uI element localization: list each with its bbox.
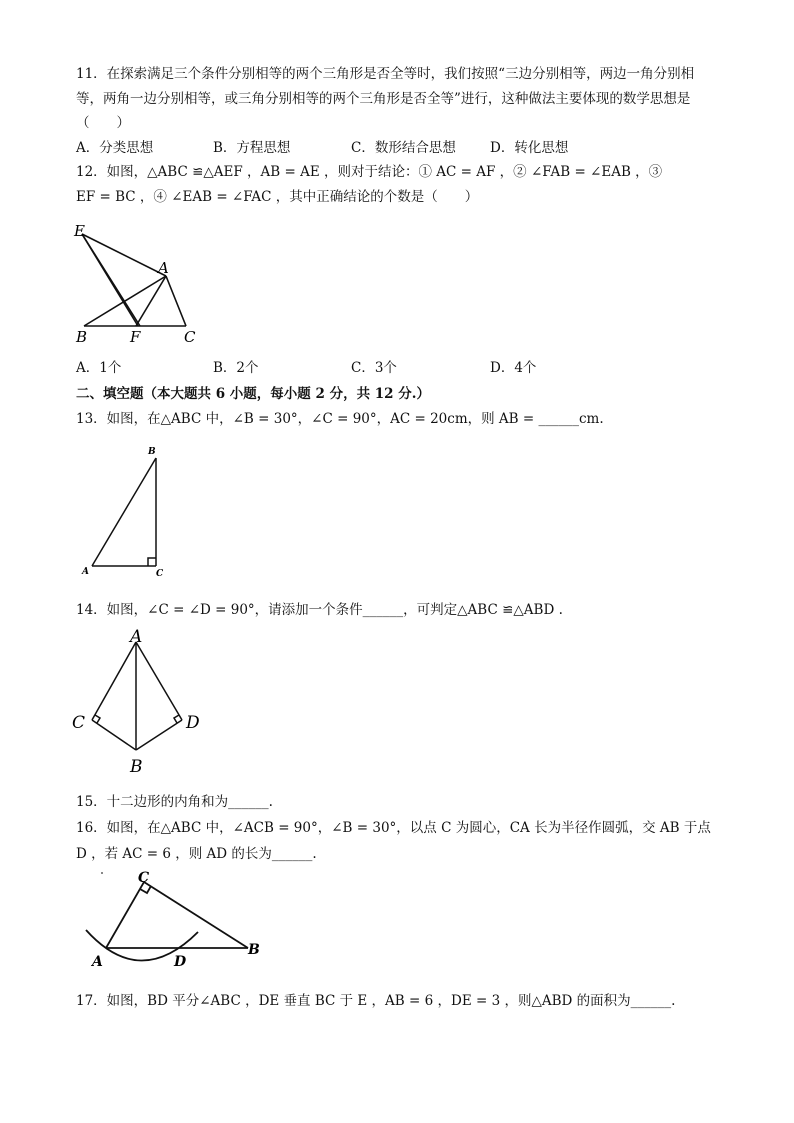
q12-option-b: B．2个 — [213, 360, 259, 376]
q13-label-b: B — [148, 447, 156, 457]
q12-label-c: C — [184, 328, 196, 346]
q14-text: 14．如图，∠C = ∠D = 90°，请添加一个条件______，可判定△ABC ≌△ABD . — [76, 602, 563, 618]
q12-line2: EF = BC ，④ ∠EAB = ∠FAC ，其中正确结论的个数是（ ） — [76, 189, 479, 205]
q11-option-d: D．转化思想 — [490, 140, 569, 156]
q17-text: 17．如图，BD 平分∠ABC ，DE 垂直 BC 于 E ，AB = 6 ，DE = 3 ，则△ABD 的面积为______. — [76, 993, 676, 1009]
q11-line3: （ ） — [76, 115, 130, 131]
q16-label-d: D — [174, 954, 187, 970]
q12-label-a: A — [158, 259, 169, 277]
q12-option-a: A．1个 — [76, 360, 122, 376]
q13-figure — [80, 444, 170, 584]
q13-label-c: C — [156, 569, 164, 579]
q16-label-b: B — [248, 942, 260, 958]
q11-option-c: C．数形结合思想 — [351, 140, 456, 156]
q16-label-a: A — [92, 954, 103, 970]
section2-title: 二、填空题（本大题共 6 小题，每小题 2 分，共 12 分.） — [76, 386, 430, 402]
q16-line2: D ，若 AC = 6 ，则 AD 的长为______. — [76, 846, 317, 862]
q14-label-c: C — [72, 713, 86, 733]
q16-label-c: C — [138, 870, 150, 886]
q16-figure — [80, 868, 270, 978]
q15-text: 15．十二边形的内角和为______. — [76, 794, 273, 810]
q14-label-b: B — [130, 757, 143, 777]
q13-text: 13．如图，在△ABC 中，∠B = 30°，∠C = 90°，AC = 20cm，则 AB = ______cm. — [76, 411, 604, 427]
q12-label-f: F — [130, 328, 141, 346]
q16-line1: 16．如图，在△ABC 中，∠ACB = 90°，∠B = 30°，以点 C 为圆心，CA 长为半径作圆弧，交 AB 于点 — [76, 820, 711, 836]
q11-line2: 等，两角一边分别相等，或三角分别相等的两个三角形是否全等”进行，这种做法主要体现的数学思想是 — [76, 91, 691, 107]
q12-label-e: E — [74, 222, 85, 240]
q12-label-b: B — [76, 328, 88, 346]
q11-option-b: B．方程思想 — [213, 140, 291, 156]
q11-line1: 11．在探索满足三个条件分别相等的两个三角形是否全等时，我们按照“三边分别相等，两边一角分别相 — [76, 66, 695, 82]
q13-label-a: A — [82, 567, 89, 577]
q14-figure — [70, 624, 210, 777]
q11-option-a: A．分类思想 — [76, 140, 154, 156]
q14-label-d: D — [186, 713, 200, 733]
q12-option-c: C．3个 — [351, 360, 397, 376]
q12-option-d: D．4个 — [490, 360, 537, 376]
q12-line1: 12．如图，△ABC ≌△AEF ，AB = AE ，则对于结论：① AC = AF ，② ∠FAB = ∠EAB ，③ — [76, 164, 663, 180]
q12-figure — [70, 220, 210, 350]
q14-label-a: A — [130, 627, 143, 647]
